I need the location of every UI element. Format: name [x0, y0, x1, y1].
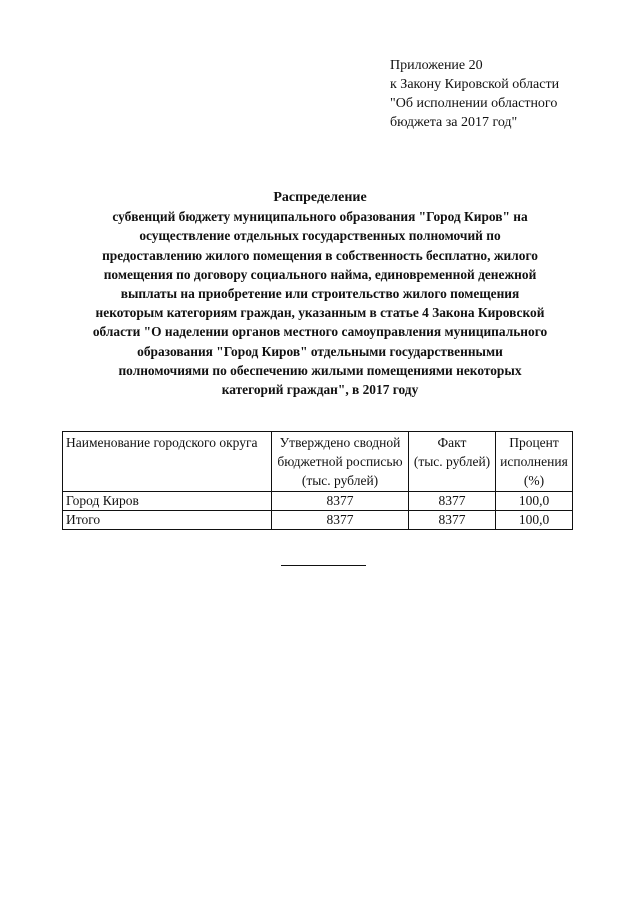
cell-percent: 100,0 — [496, 511, 573, 530]
header-text: (тыс. рублей) — [413, 454, 491, 469]
header-text: Процент — [509, 435, 559, 450]
title-line: помещения по договору социального найма, единовременной денежной — [103, 266, 537, 282]
title-line: области "О наделении органов местного самоуправления муниципального — [92, 324, 548, 340]
cell-percent: 100,0 — [496, 492, 573, 511]
header-text: бюджетной росписью — [277, 454, 403, 469]
title-line: образования "Город Киров" отдельными государственными — [137, 343, 503, 359]
header-text: Утверждено сводной — [279, 435, 401, 450]
title-line: предоставлению жилого помещения в собственность бесплатно, жилого — [102, 247, 538, 263]
title-heading: Распределение — [273, 190, 367, 205]
cell-approved: 8377 — [272, 492, 409, 511]
cell-approved: 8377 — [272, 511, 409, 530]
title-line: выплаты на приобретение или строительство жилого помещения — [120, 286, 520, 302]
title-line: некоторым категориям граждан, указанным в статье 4 Закона Кировской — [95, 305, 545, 321]
cell-fact: 8377 — [409, 511, 496, 530]
appendix-note — [390, 56, 559, 132]
header-text: Факт — [437, 435, 467, 450]
table-row — [63, 492, 573, 511]
appendix-line: бюджета за 2017 год" — [390, 115, 518, 130]
appendix-line: "Об исполнении областного — [390, 96, 558, 111]
header-name — [63, 432, 272, 492]
appendix-line: к Закону Кировской области — [390, 77, 560, 92]
table-row-total — [63, 511, 573, 530]
cell-fact: 8377 — [409, 492, 496, 511]
header-approved — [272, 432, 409, 492]
header-text: Наименование городского округа — [66, 435, 258, 450]
header-text: (%) — [523, 473, 545, 488]
appendix-line: Приложение 20 — [390, 58, 483, 73]
header-text: исполнения — [500, 454, 568, 469]
table-header-row — [63, 432, 573, 492]
cell-name: Итого — [63, 511, 272, 530]
header-text: (тыс. рублей) — [301, 473, 379, 488]
end-divider — [281, 565, 366, 566]
document-title — [40, 188, 600, 399]
cell-name: Город Киров — [63, 492, 272, 511]
header-fact — [409, 432, 496, 492]
title-line: категорий граждан", в 2017 году — [221, 382, 419, 398]
distribution-table — [62, 431, 573, 530]
title-line: осуществление отдельных государственных полномочий по — [139, 228, 501, 244]
title-line: полномочиями по обеспечению жилыми помещениями некоторых — [118, 362, 522, 378]
header-percent — [496, 432, 573, 492]
title-line: субвенций бюджету муниципального образования "Город Киров" на — [112, 209, 528, 225]
